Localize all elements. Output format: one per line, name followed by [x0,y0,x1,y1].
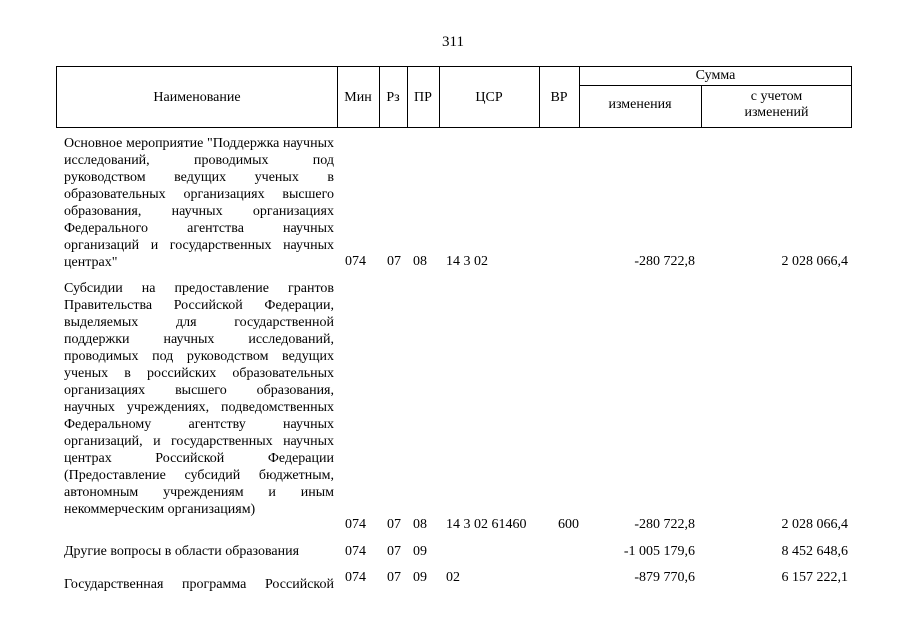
header-sum: Сумма [695,68,736,83]
row-pr: 08 [413,254,427,269]
row-rz: 07 [387,544,401,559]
row-name: Государственная программа Российской [64,577,334,592]
row-change: -280 722,8 [634,254,695,269]
header-rz: Рз [386,90,400,105]
row-name: Основное мероприятие "Поддержка научных исследований, проводимых под руководством ведущих ученых в образовательных организациях высшего образования, научных организациях Федерального агентства научных организаций и государственных научных центрах" [64,136,334,270]
header-change: изменения [608,97,672,112]
header-pr: ПР [414,90,432,105]
row-csr: 14 3 02 61460 [446,517,527,532]
row-with-change: 2 028 066,4 [781,254,848,269]
header-min: Мин [344,90,372,105]
sum-divider [579,85,852,86]
row-min: 074 [345,517,366,532]
row-csr: 14 3 02 [446,254,488,269]
row-min: 074 [345,254,366,269]
row-min: 074 [345,570,366,585]
row-pr: 09 [413,544,427,559]
row-vr: 600 [558,517,579,532]
row-with-change: 8 452 648,6 [781,544,848,559]
row-change: -1 005 179,6 [623,544,695,559]
row-name: Другие вопросы в области образования [64,544,300,559]
row-with-change: 6 157 222,1 [781,570,848,585]
header-with-change: с учетом изменений [744,89,809,120]
header-vr: ВР [550,90,568,105]
row-with-change: 2 028 066,4 [781,517,848,532]
row-rz: 07 [387,570,401,585]
header-name: Наименование [153,90,241,105]
page-number: 311 [442,34,464,50]
row-rz: 07 [387,517,401,532]
row-change: -879 770,6 [634,570,695,585]
header-csr: ЦСР [475,90,503,105]
row-change: -280 722,8 [634,517,695,532]
table-header [56,66,852,128]
row-rz: 07 [387,254,401,269]
row-pr: 09 [413,570,427,585]
row-min: 074 [345,544,366,559]
row-name: Субсидии на предоставление грантов Правительства Российской Федерации, выделяемых для государственной поддержки научных исследований, проводимых под руководством ведущих ученых в российских образовательных организациях высшего образования, научных учреждениях, подведомственных Федеральному агентству научных организаций, и государственных научных центрах Российской Федерации (Предоставление субсидий бюджетным, автономным учреждениям и иным некоммерческим организациям) [64,281,334,517]
row-csr: 02 [446,570,460,585]
row-pr: 08 [413,517,427,532]
